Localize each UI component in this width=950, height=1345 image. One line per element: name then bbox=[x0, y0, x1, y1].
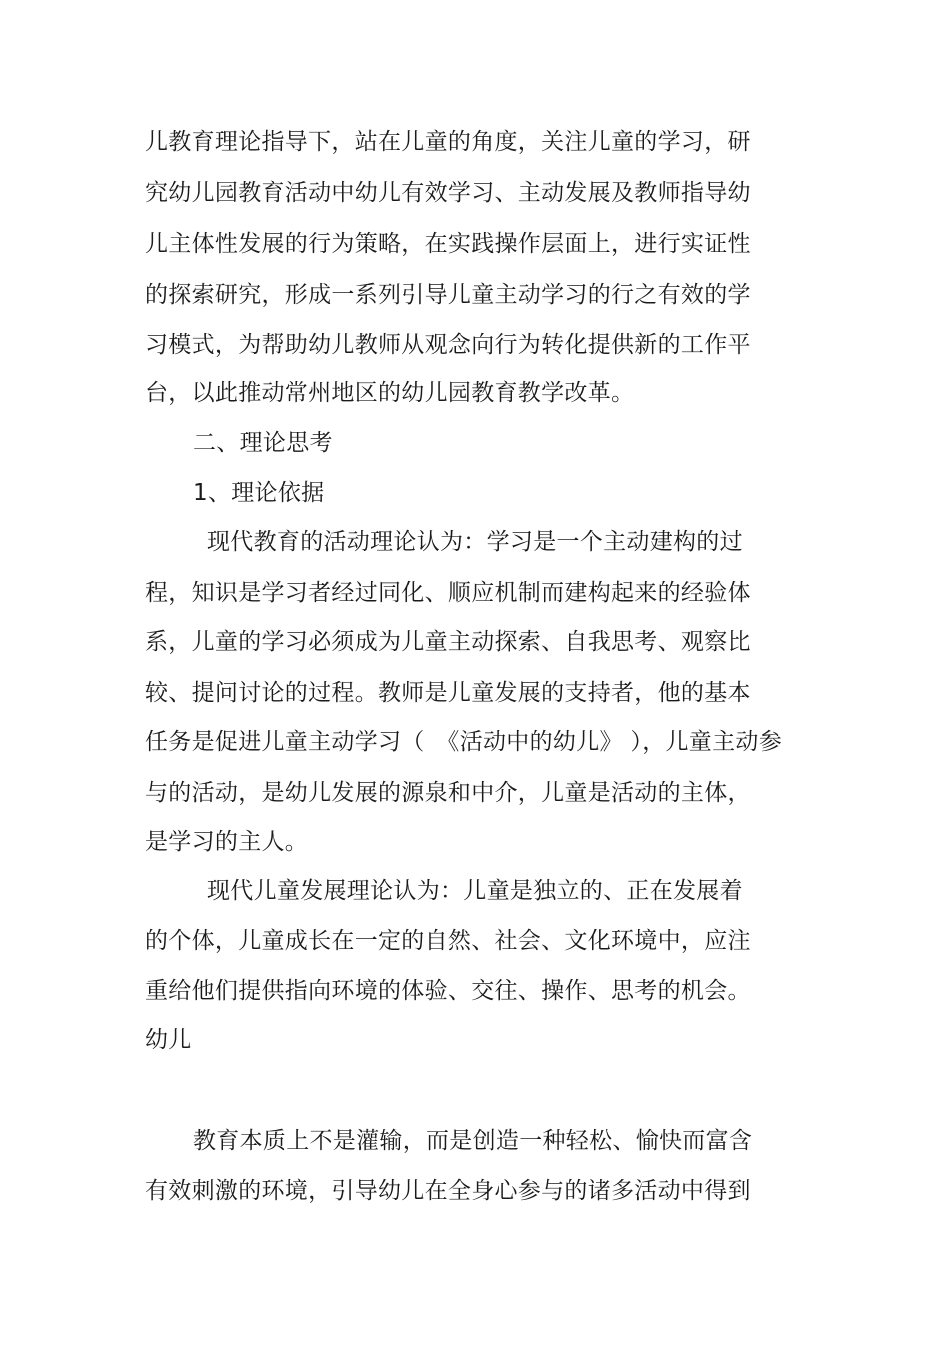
paragraph-line: 究幼儿园教育活动中幼儿有效学习、主动发展及教师指导幼 bbox=[145, 180, 751, 206]
paragraph-line: 台，以此推动常州地区的幼儿园教育教学改革。 bbox=[145, 380, 635, 406]
paragraph-line: 现代教育的活动理论认为：学习是一个主动建构的过 bbox=[207, 529, 743, 555]
subsection-heading: 1、理论依据 bbox=[193, 480, 325, 506]
paragraph-line: 的个体，儿童成长在一定的自然、社会、文化环境中，应注 bbox=[145, 928, 751, 954]
paragraph-line: 习模式，为帮助幼儿教师从观念向行为转化提供新的工作平 bbox=[145, 332, 751, 358]
paragraph-line: 与的活动，是幼儿发展的源泉和中介，儿童是活动的主体， bbox=[145, 780, 751, 806]
paragraph-line: 是学习的主人。 bbox=[145, 829, 309, 855]
paragraph-line: 有效刺激的环境，引导幼儿在全身心参与的诸多活动中得到 bbox=[145, 1178, 751, 1204]
paragraph-line: 较、提问讨论的过程。教师是儿童发展的支持者，他的基本 bbox=[145, 680, 751, 706]
paragraph-line: 教育本质上不是灌输，而是创造一种轻松、愉快而富含 bbox=[193, 1128, 753, 1154]
paragraph-line: 重给他们提供指向环境的体验、交往、操作、思考的机会。 bbox=[145, 978, 751, 1004]
paragraph-line: 儿主体性发展的行为策略，在实践操作层面上，进行实证性 bbox=[145, 231, 751, 257]
paragraph-line: 任务是促进儿童主动学习（ 《活动中的幼儿》 ），儿童主动参 bbox=[145, 729, 783, 755]
paragraph-line: 现代儿童发展理论认为：儿童是独立的、正在发展着 bbox=[207, 878, 743, 904]
paragraph-line: 幼儿 bbox=[145, 1027, 192, 1053]
paragraph-line: 程，知识是学习者经过同化、顺应机制而建构起来的经验体 bbox=[145, 580, 751, 606]
paragraph-line: 的探索研究，形成一系列引导儿童主动学习的行之有效的学 bbox=[145, 282, 751, 308]
paragraph-line: 儿教育理论指导下，站在儿童的角度，关注儿童的学习，研 bbox=[145, 129, 751, 155]
paragraph-line: 系，儿童的学习必须成为儿童主动探索、自我思考、观察比 bbox=[145, 629, 751, 655]
section-heading: 二、理论思考 bbox=[193, 430, 333, 456]
